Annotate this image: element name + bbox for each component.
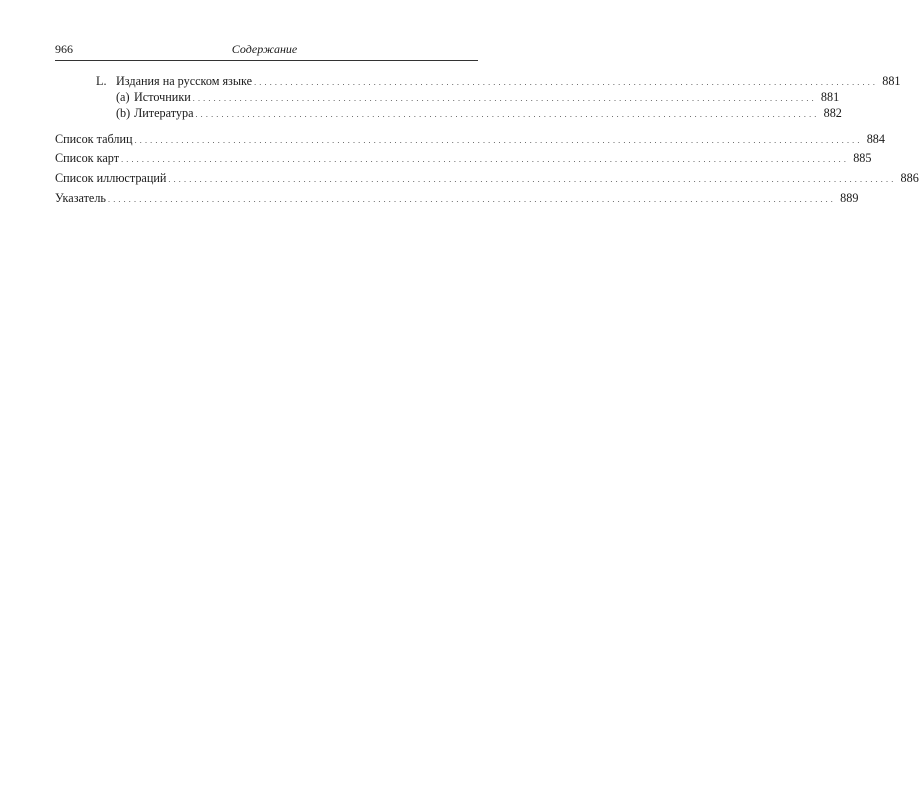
toc-entry-label	[116, 89, 191, 105]
toc-entry-list-of-illustrations[interactable]	[55, 170, 919, 188]
toc-entry-title: Список иллюстраций	[55, 171, 167, 185]
toc-entry-marker: (a)	[116, 90, 130, 104]
toc-entry-page: 881	[882, 74, 901, 88]
dot-leader: . . . . . . . . . . . . . . . . . . . . . . . . . . . . . . . . . . . . . . . . . . . . . . . . . . . . . . . . . . . . . . . . . . . . . . . . . . . . . . . . . . . . . . . . . . . . . . . . . . . . . . . . . . . . . . . . . . . . . . . .	[254, 78, 876, 87]
dot-leader: . . . . . . . . . . . . . . . . . . . . . . . . . . . . . . . . . . . . . . . . . . . . . . . . . . . . . . . . . . . . . . . . . . . . . . . . . . . . . . . . . . . . . . . . . . . . . . . . . . . . . . . . . . . . . . . . . . . . . . . . . . . . . . . . . . . . . . . . . . . .	[121, 155, 847, 164]
page-number: 966	[55, 42, 73, 56]
toc-entry-title: Литература	[134, 106, 194, 120]
toc-entry-label	[116, 105, 193, 121]
toc-entry-marker: (b)	[116, 106, 131, 120]
toc-entry-page: 889	[840, 191, 859, 205]
toc-entry-title: Список карт	[55, 151, 120, 165]
dot-leader: . . . . . . . . . . . . . . . . . . . . . . . . . . . . . . . . . . . . . . . . . . . . . . . . . . . . . . . . . . . . . . . . . . . . . . . . . . . . . . . . . . . . . . . . . . . . . . . . . . . . . . . . . . . . . . . . . . . . . . . .	[192, 94, 815, 103]
toc-entry-label	[96, 73, 252, 89]
toc-entry-marker: L.	[96, 74, 107, 88]
toc-entry-page: 884	[866, 132, 885, 146]
toc-entry-title: Источники	[134, 90, 191, 104]
toc-entry-list-of-maps[interactable]	[55, 150, 872, 168]
header-rule	[55, 60, 478, 61]
toc-entry-title: Список таблиц	[55, 132, 133, 146]
toc-entry-index[interactable]	[55, 190, 859, 208]
dot-leader: . . . . . . . . . . . . . . . . . . . . . . . . . . . . . . . . . . . . . . . . . . . . . . . . . . . . . . . . . . . . . . . . . . . . . . . . . . . . . . . . . . . . . . . . . . . . . . . . . . . . . . . . . . . . . . . . . . . . . . . .	[195, 110, 817, 119]
toc-entry-literature[interactable]	[116, 105, 842, 123]
toc-entry-page: 882	[823, 106, 842, 120]
toc-entry-page: 881	[820, 90, 840, 104]
toc-entry-page: 885	[853, 151, 872, 165]
toc-entry-title: Издания на русском языке	[116, 74, 253, 88]
toc-entry-list-of-tables[interactable]	[55, 131, 885, 149]
toc-entry-title: Указатель	[55, 191, 106, 205]
dot-leader: . . . . . . . . . . . . . . . . . . . . . . . . . . . . . . . . . . . . . . . . . . . . . . . . . . . . . . . . . . . . . . . . . . . . . . . . . . . . . . . . . . . . . . . . . . . . . . . . . . . . . . . . . . . . . . . . . . . . . . . . . . . . . . . . . . . . . . . . . . . .	[134, 136, 860, 145]
dot-leader: . . . . . . . . . . . . . . . . . . . . . . . . . . . . . . . . . . . . . . . . . . . . . . . . . . . . . . . . . . . . . . . . . . . . . . . . . . . . . . . . . . . . . . . . . . . . . . . . . . . . . . . . . . . . . . . . . . . . . . . . . . . . . . . . . . . . . . . . . . . .	[108, 195, 834, 204]
running-head: Содержание	[231, 42, 298, 56]
toc-entry-page: 886	[900, 171, 919, 185]
dot-leader: . . . . . . . . . . . . . . . . . . . . . . . . . . . . . . . . . . . . . . . . . . . . . . . . . . . . . . . . . . . . . . . . . . . . . . . . . . . . . . . . . . . . . . . . . . . . . . . . . . . . . . . . . . . . . . . . . . . . . . . . . . . . . . . . . . . . . . . . . . . .	[168, 175, 894, 184]
